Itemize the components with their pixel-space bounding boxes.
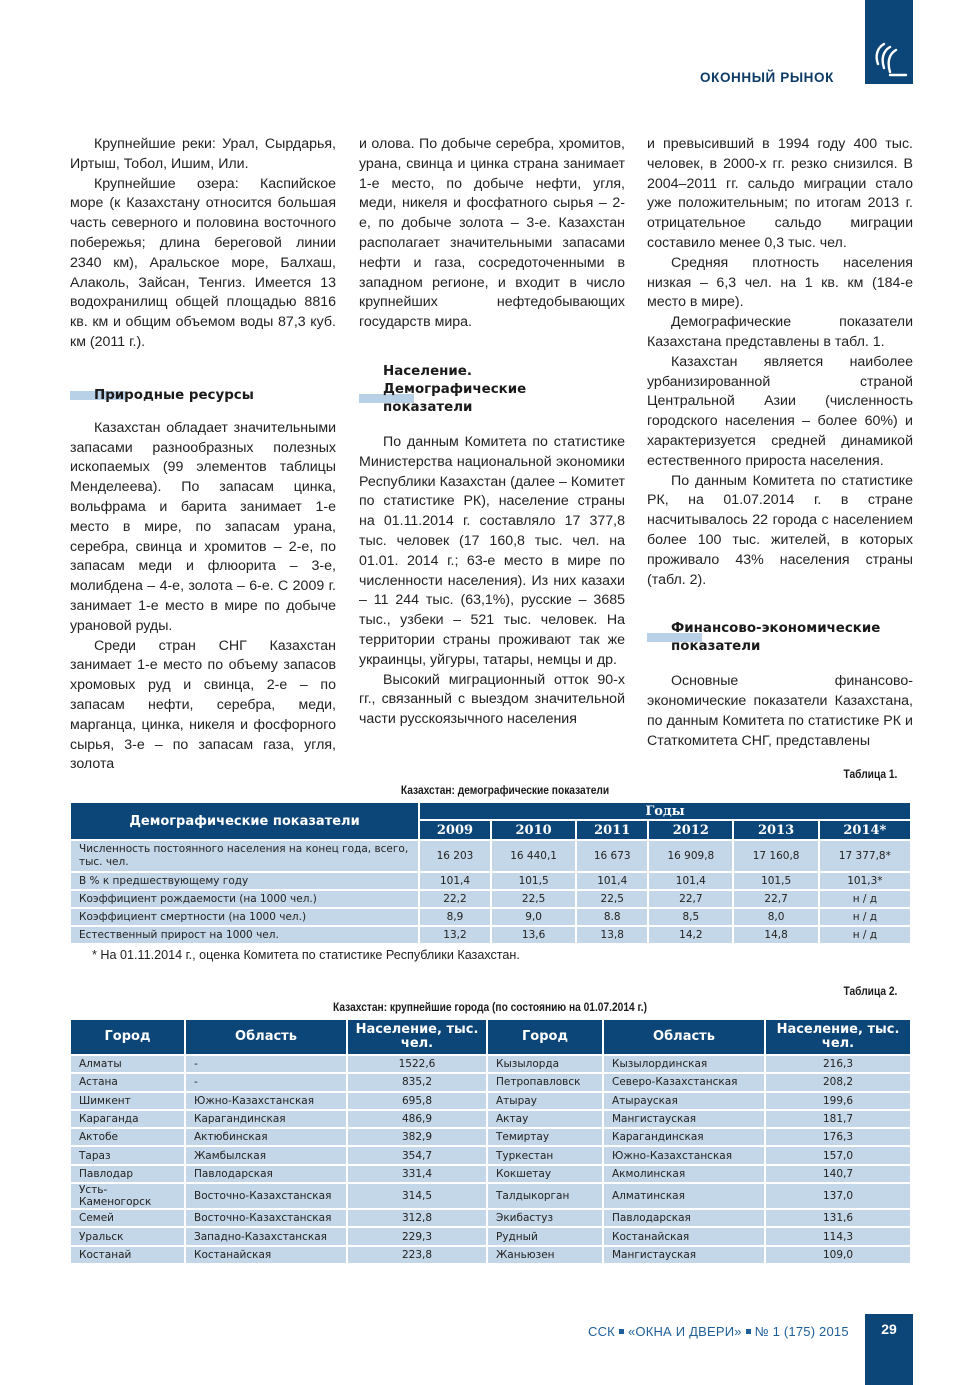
region-cell: Кызылординская: [604, 1056, 764, 1072]
population-cell: 312,8: [348, 1210, 486, 1226]
paragraph: Крупнейшие реки: Урал, Сырдарья, Иртыш, Тобол, Ишим, Или.: [70, 136, 336, 172]
page-number: 29: [881, 1321, 897, 1337]
table-footnote: * На 01.11.2014 г., оценка Комитета по статистике Республики Казахстан.: [92, 948, 520, 962]
city-cell: Караганда: [71, 1111, 184, 1127]
cell-value: 14,8: [734, 927, 817, 943]
region-cell: -: [186, 1056, 346, 1072]
table-title: Казахстан: демографические показатели: [400, 783, 610, 797]
paragraph: и превысивший в 1994 году 400 тыс. человек, в 2000-х гг. резко снизился. В 2004–2011 гг. сальдо миграции стало уже положительным; по итогам 2013 г. отрицательное сальдо миграции составило менее 0,3 тыс. чел.: [647, 136, 913, 251]
row-label: Коэффициент рождаемости (на 1000 чел.): [71, 891, 418, 907]
section-heading: Природные ресурсы: [70, 387, 336, 405]
population-cell: 354,7: [348, 1147, 486, 1163]
cell-value: 16 440,1: [492, 841, 575, 871]
table-row: [71, 841, 910, 871]
year-header: 2011: [577, 821, 647, 839]
region-cell: Акмолинская: [604, 1166, 764, 1182]
table-row: [71, 891, 910, 907]
region-cell: Мангистауская: [604, 1247, 764, 1263]
city-cell: Актау: [488, 1111, 602, 1127]
cell-value: 17 160,8: [734, 841, 817, 871]
city-cell: Рудный: [488, 1228, 602, 1244]
cell-value: 16 203: [420, 841, 490, 871]
cell-value: 13,8: [577, 927, 647, 943]
year-header: 2013: [734, 821, 817, 839]
table-row: [71, 1129, 910, 1145]
paragraph: Казахстан является наиболее урбанизированной страной Центральной Азии (численность городского населения – более 60%) и характеризуется средней динамикой естественного прироста населения.: [647, 353, 913, 469]
cell-value: 8.8: [577, 909, 647, 925]
population-cell: 137,0: [766, 1184, 910, 1208]
table-row: [71, 873, 910, 889]
city-cell: Жаньюзен: [488, 1247, 602, 1263]
table-title: Казахстан: крупнейшие города (по состоянию на 01.07.2014 г.): [333, 1000, 647, 1014]
population-cell: 176,3: [766, 1129, 910, 1145]
row-label: В % к предшествующему году: [71, 873, 418, 889]
city-cell: Костанай: [71, 1247, 184, 1263]
region-cell: Атырауская: [604, 1093, 764, 1109]
cell-value: 101,5: [492, 873, 575, 889]
cell-value: 101,4: [577, 873, 647, 889]
row-label: Коэффициент смертности (на 1000 чел.): [71, 909, 418, 925]
city-cell: Петропавловск: [488, 1074, 602, 1090]
column-header: Область: [186, 1020, 346, 1054]
section-title: ОКОННЫЙ РЫНОК: [700, 70, 834, 85]
city-cell: Актобе: [71, 1129, 184, 1145]
city-cell: Кызылорда: [488, 1056, 602, 1072]
region-cell: Актюбинская: [186, 1129, 346, 1145]
row-label: Численность постоянного населения на конец года, всего, тыс. чел.: [71, 841, 418, 871]
footer-publisher: ССК: [588, 1324, 615, 1339]
region-cell: Карагандинская: [186, 1111, 346, 1127]
cell-value: н / д: [820, 891, 910, 907]
column-header: Демографические показатели: [71, 803, 418, 839]
table-row: [71, 1166, 910, 1182]
paragraph: Высокий миграционный отток 90-х гг., связанный с выездом значительной части русскоязычного населения: [359, 671, 625, 728]
footer-magazine: «ОКНА И ДВЕРИ»: [627, 1324, 742, 1339]
section-heading: Финансово-экономические показатели: [647, 620, 913, 656]
paragraph: По данным Комитета по статистике Министерства национальной экономики Республики Казахстан (далее – Комитет по статистике РК), население страны на 01.11.2014 г. составляло 17 377,8 тыс. человек (17 160,8 тыс. чел. на 01.01. 2014 г.; 63-е место в мире по численности населения). Из них казахи – 11 244 тыс. (63,1%), русские – 3685 тыс., узбеки – 521 тыс. человек. На территории страны проживают так же украинцы, уйгуры, татары, немцы и др.: [359, 433, 625, 668]
region-cell: Костанайская: [604, 1228, 764, 1244]
column-header: Область: [604, 1020, 764, 1054]
table-row: [71, 1184, 910, 1208]
population-cell: 140,7: [766, 1166, 910, 1182]
cell-value: 8,5: [649, 909, 732, 925]
paragraph: Основные финансово-экономические показатели Казахстана, по данным Комитета по статистике РК и Статкомитета СНГ, представлены: [647, 673, 913, 749]
region-cell: Жамбылская: [186, 1147, 346, 1163]
city-cell: Кокшетау: [488, 1166, 602, 1182]
paragraph: Демографические показатели Казахстана представлены в табл. 1.: [647, 314, 913, 350]
cell-value: 17 377,8*: [820, 841, 910, 871]
paragraph: Казахстан обладает значительными запасами разнообразных полезных ископаемых (99 элементов таблицы Менделеева). По запасам цинка, вольфрама и барита занимает 1-е место в мире, по запасам урана, серебра, свинца и хромитов – 2-е, по запасам меди и флюорита – 3-е, молибдена – 4-е, золота – 6-е. С 2009 г. занимает 1-е место в мире по добыче урановой руды.: [70, 419, 336, 634]
city-cell: Алматы: [71, 1056, 184, 1072]
cell-value: н / д: [820, 927, 910, 943]
population-cell: 208,2: [766, 1074, 910, 1090]
paragraph: Крупнейшие озера: Каспийское море (к Казахстану относится большая часть северного и половина восточного побережья; длина береговой линии 2340 км), Аральское море, Балхаш, Алаколь, Зайсан, Тенгиз. Имеется 13 водохранилищ общей площадью 8816 кв. км и общим объемом воды 87,3 куб. км (2011 г.).: [70, 175, 336, 350]
population-cell: 199,6: [766, 1093, 910, 1109]
region-cell: Павлодарская: [604, 1210, 764, 1226]
region-cell: Южно-Казахстанская: [604, 1147, 764, 1163]
year-header: 2009: [420, 821, 490, 839]
city-cell: Семей: [71, 1210, 184, 1226]
cell-value: 13,2: [420, 927, 490, 943]
city-cell: Астана: [71, 1074, 184, 1090]
year-header: 2014*: [820, 821, 910, 839]
column-group-header: Годы: [420, 803, 910, 819]
population-cell: 109,0: [766, 1247, 910, 1263]
population-cell: 131,6: [766, 1210, 910, 1226]
column-header: Население, тыс. чел.: [348, 1020, 486, 1054]
cell-value: 22,5: [577, 891, 647, 907]
bullet-square-icon: [746, 1329, 751, 1334]
population-cell: 695,8: [348, 1093, 486, 1109]
table-row: [71, 1111, 910, 1127]
table-row: [71, 1228, 910, 1244]
column-header: Население, тыс. чел.: [766, 1020, 910, 1054]
cell-value: 8,0: [734, 909, 817, 925]
city-cell: Тараз: [71, 1147, 184, 1163]
city-cell: Шимкент: [71, 1093, 184, 1109]
city-cell: Темиртау: [488, 1129, 602, 1145]
region-cell: Карагандинская: [604, 1129, 764, 1145]
city-cell: Талдыкорган: [488, 1184, 602, 1208]
row-label: Естественный прирост на 1000 чел.: [71, 927, 418, 943]
cell-value: 8,9: [420, 909, 490, 925]
city-cell: Усть-Каменогорск: [71, 1184, 184, 1208]
footer-issue: № 1 (175) 2015: [754, 1324, 849, 1339]
population-cell: 229,3: [348, 1228, 486, 1244]
city-cell: Туркестан: [488, 1147, 602, 1163]
section-heading: Население. Демографические показатели: [359, 363, 625, 417]
city-cell: Экибастуз: [488, 1210, 602, 1226]
cell-value: 101,3*: [820, 873, 910, 889]
table-row: [71, 1210, 910, 1226]
footer-citation: [588, 1324, 849, 1339]
cell-value: 22,5: [492, 891, 575, 907]
city-cell: Уральск: [71, 1228, 184, 1244]
paragraph: По данным Комитета по статистике РК, на 01.07.2014 г. в стране насчитывалось 22 города с населением более 100 тыс. жителей, в которых проживало 43% населения страны (табл. 2).: [647, 472, 913, 588]
region-cell: Павлодарская: [186, 1166, 346, 1182]
region-cell: Западно-Казахстанская: [186, 1228, 346, 1244]
table-row: [71, 1247, 910, 1263]
column-header: Город: [488, 1020, 602, 1054]
cell-value: 13,6: [492, 927, 575, 943]
paragraph: Среди стран СНГ Казахстан занимает 1-е место по объему запасов хромовых руд и свинца, 2-е – по запасам нефти, серебра, меди, марганца, цинка, никеля и фосфорного сырья, 3-е – по запасам газа, угля, золота: [70, 637, 336, 773]
year-header: 2012: [649, 821, 732, 839]
region-cell: Алматинская: [604, 1184, 764, 1208]
city-cell: Павлодар: [71, 1166, 184, 1182]
region-cell: Северо-Казахстанская: [604, 1074, 764, 1090]
table-row: [71, 1147, 910, 1163]
text-column-2: [359, 135, 625, 730]
population-cell: 382,9: [348, 1129, 486, 1145]
region-cell: -: [186, 1074, 346, 1090]
column-header: Город: [71, 1020, 184, 1054]
table-row: [71, 1056, 910, 1072]
population-cell: 314,5: [348, 1184, 486, 1208]
window-arcs-logo-icon: [870, 38, 910, 82]
population-cell: 216,3: [766, 1056, 910, 1072]
cell-value: 22,7: [649, 891, 732, 907]
population-cell: 486,9: [348, 1111, 486, 1127]
population-cell: 157,0: [766, 1147, 910, 1163]
cell-value: 101,5: [734, 873, 817, 889]
text-column-3: [647, 135, 913, 752]
population-cell: 331,4: [348, 1166, 486, 1182]
table-number: Таблица 2.: [843, 984, 897, 998]
cell-value: 101,4: [649, 873, 732, 889]
year-header: 2010: [492, 821, 575, 839]
demographics-table: [69, 801, 912, 945]
cell-value: 22,7: [734, 891, 817, 907]
table-row: [71, 909, 910, 925]
text-column-1: [70, 135, 336, 775]
population-cell: 1522,6: [348, 1056, 486, 1072]
paragraph: Средняя плотность населения низкая – 6,3 чел. на 1 кв. км (184-е место в мире).: [647, 254, 913, 311]
region-cell: Восточно-Казахстанская: [186, 1184, 346, 1208]
cities-table: [69, 1018, 912, 1265]
paragraph: и олова. По добыче серебра, хромитов, урана, свинца и цинка страна занимает 1-е место, по добыче нефти, угля, меди, никеля и фосфатного сырья – 2-е, по добыче золота – 3-е. Казахстан располагает значительными запасами нефти и газа, сосредоточенными в западном регионе, и входит в число крупнейших нефтедобывающих государств мира.: [359, 136, 625, 331]
cell-value: 14,2: [649, 927, 732, 943]
cell-value: 16 673: [577, 841, 647, 871]
cell-value: н / д: [820, 909, 910, 925]
region-cell: Восточно-Казахстанская: [186, 1210, 346, 1226]
population-cell: 114,3: [766, 1228, 910, 1244]
region-cell: Южно-Казахстанская: [186, 1093, 346, 1109]
region-cell: Костанайская: [186, 1247, 346, 1263]
cell-value: 101,4: [420, 873, 490, 889]
bullet-square-icon: [619, 1329, 624, 1334]
cell-value: 22,2: [420, 891, 490, 907]
table-number: Таблица 1.: [843, 767, 897, 781]
city-cell: Атырау: [488, 1093, 602, 1109]
table-row: [71, 1093, 910, 1109]
table-row: [71, 927, 910, 943]
table-row: [71, 1074, 910, 1090]
population-cell: 223,8: [348, 1247, 486, 1263]
population-cell: 835,2: [348, 1074, 486, 1090]
region-cell: Мангистауская: [604, 1111, 764, 1127]
population-cell: 181,7: [766, 1111, 910, 1127]
cell-value: 9,0: [492, 909, 575, 925]
cell-value: 16 909,8: [649, 841, 732, 871]
